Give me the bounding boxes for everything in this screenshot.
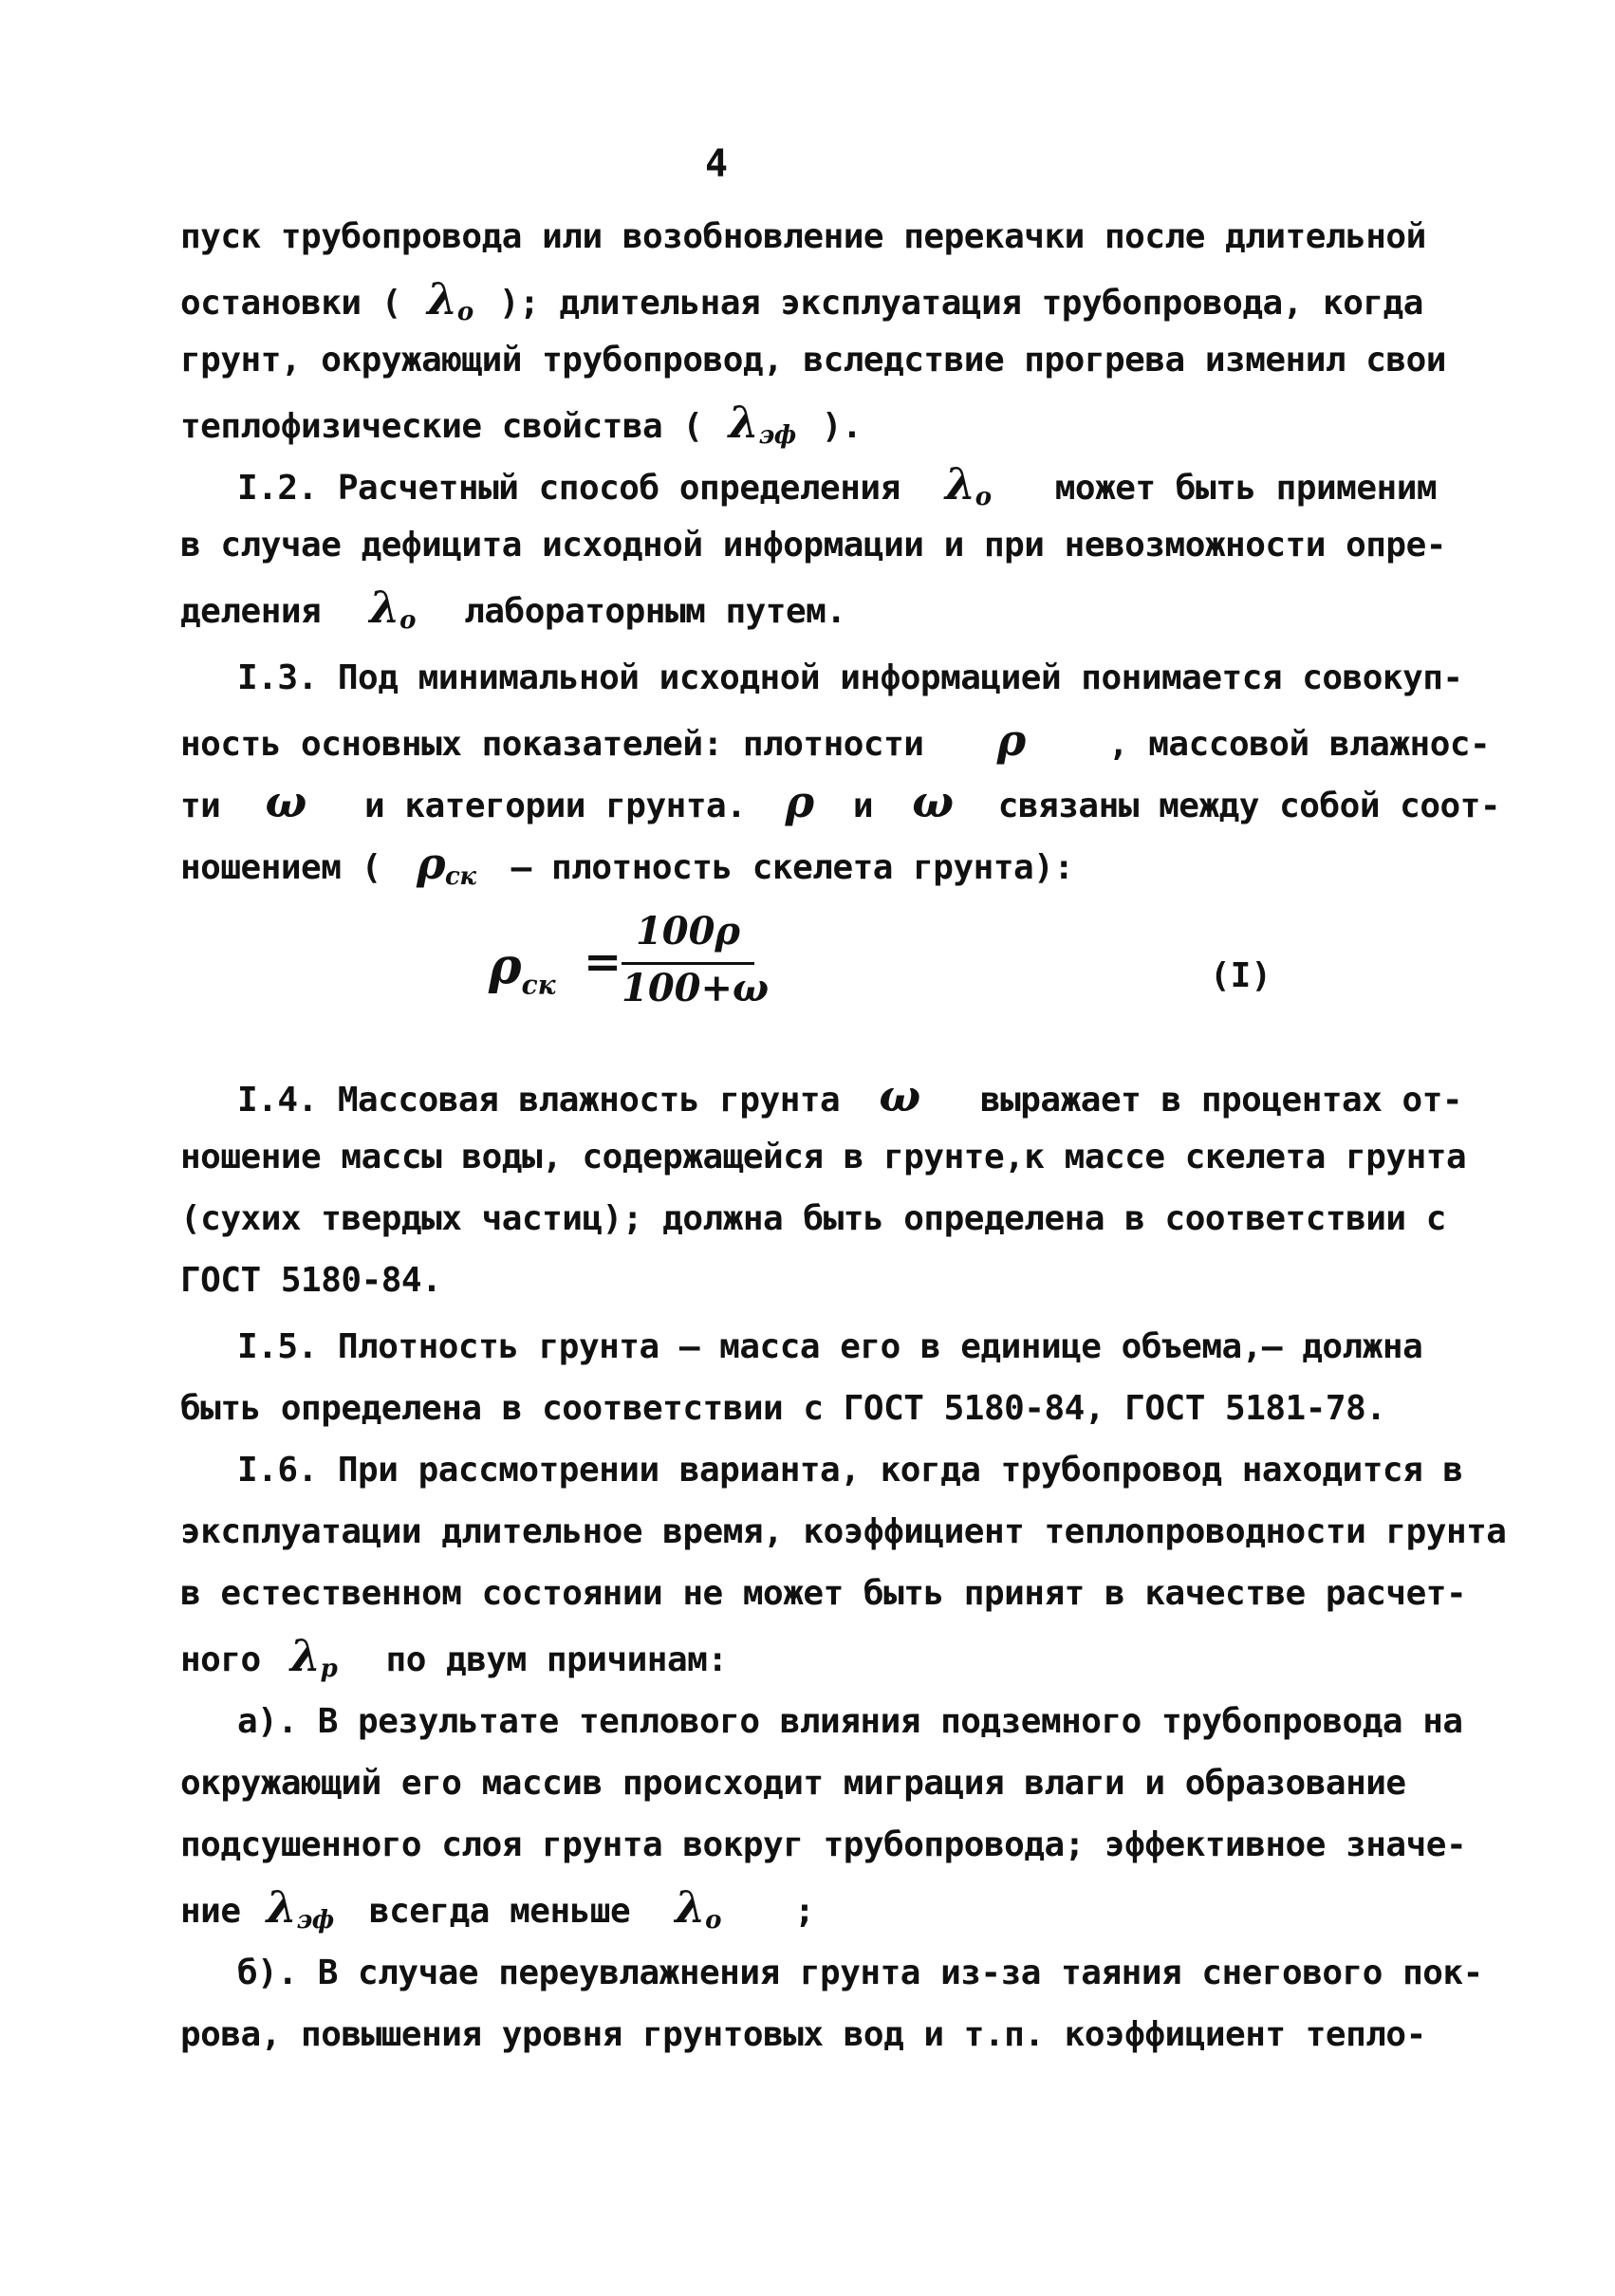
lambda-letter: λ — [944, 458, 975, 509]
paragraph-1-3 — [237, 650, 1509, 707]
line-text: подсушенного слоя грунта вокруг трубопровода; эффективное значе- — [180, 1825, 1467, 1864]
lambda-letter: λ — [728, 397, 759, 448]
lambda-letter: λ — [675, 1881, 706, 1933]
formula-numerator: 100ρ — [635, 909, 741, 954]
text-line — [180, 1755, 1452, 1812]
line-text: – плотность скелета грунта): — [510, 848, 1074, 887]
text-line — [180, 579, 1452, 636]
omega-symbol: ω — [265, 776, 306, 827]
line-text: ). — [821, 407, 863, 446]
lambda-subscript: o — [399, 606, 417, 635]
formula-equals: = — [584, 935, 622, 989]
lambda-p-symbol — [285, 1627, 343, 1697]
paragraph-1-4 — [237, 1067, 1509, 1124]
line-text: ); длительная эксплуатация трубопровода, когда — [498, 284, 1423, 323]
line-text: I.4. Массовая влажность грунта — [237, 1081, 841, 1120]
text-line — [180, 835, 1452, 892]
line-text: грунт, окружающий трубопровод, вследствие прогрева изменил свои — [180, 341, 1446, 380]
text-line — [180, 1817, 1467, 1874]
line-text: I.6. При рассмотрении варианта, когда трубопровод находится в — [237, 1451, 1463, 1490]
line-text: ношение массы воды, содержащейся в грунте,к массе скелета грунта — [180, 1138, 1467, 1176]
item-a — [237, 1694, 1509, 1750]
text-line — [180, 332, 1452, 389]
text-line — [180, 1129, 1467, 1186]
line-text: ного — [180, 1640, 261, 1679]
line-text: (сухих твердых частиц); должна быть определена в соответствии с — [180, 1199, 1446, 1238]
line-text: по двум причинам: — [385, 1640, 728, 1679]
rho-symbol: ρ — [996, 714, 1026, 766]
line-text: рова, повышения уровня грунтовых вод и т.п. коэффициент тепло- — [180, 2015, 1426, 2054]
lambda-0-symbol — [363, 579, 421, 649]
text-line — [180, 2007, 1452, 2064]
formula-denominator: 100+ω — [622, 966, 770, 1010]
lambda-letter: λ — [289, 1630, 321, 1681]
lambda-subscript: o — [456, 298, 473, 326]
line-text: I.2. Расчетный способ определения — [237, 469, 900, 508]
line-text: деления — [180, 592, 322, 631]
line-text: и категории грунта. — [364, 787, 747, 825]
line-text: I.3. Под минимальной исходной информацией понимается совокуп- — [237, 658, 1463, 697]
line-text: ; — [794, 1892, 815, 1931]
lambda-subscript: p — [320, 1655, 338, 1683]
text-line — [180, 773, 1501, 830]
lambda-0-symbol — [421, 270, 479, 341]
lambda-0-symbol — [669, 1879, 727, 1949]
line-text: ность основных показателей: плотности — [180, 725, 924, 764]
lambda-letter: λ — [266, 1881, 297, 1933]
lambda-subscript: эф — [758, 421, 796, 450]
line-text: I.5. Плотность грунта – масса его в единице объема,– должна — [237, 1327, 1423, 1366]
line-text: выражает в процентах от- — [979, 1081, 1463, 1120]
text-line — [180, 1565, 1467, 1622]
paragraph-1-5 — [237, 1319, 1509, 1376]
text-line — [180, 394, 1452, 451]
line-text: лабораторным путем. — [464, 592, 846, 631]
formula-lhs-letter: ρ — [489, 937, 522, 995]
rho-subscript: ск — [445, 862, 476, 891]
lambda-0-symbol — [939, 455, 997, 526]
line-text: ношением ( — [180, 848, 381, 887]
lambda-letter: λ — [427, 273, 457, 324]
text-line — [180, 1252, 1452, 1309]
line-text: в случае дефицита исходной информации и при невозможности опре- — [180, 526, 1446, 565]
paragraph-1-2 — [237, 455, 1509, 512]
formula-1 — [489, 909, 773, 1023]
page-number: 4 — [704, 142, 729, 186]
text-line — [180, 712, 1491, 768]
formula-lhs-subscript: ск — [521, 969, 556, 1001]
paragraph-1-6 — [237, 1442, 1509, 1499]
text-line — [180, 1879, 1452, 1935]
line-text: остановки ( — [180, 284, 401, 323]
text-line — [180, 1191, 1452, 1248]
text-line — [180, 1380, 1452, 1437]
line-text: связаны между собой соот- — [997, 787, 1501, 825]
lambda-letter: λ — [369, 582, 400, 633]
line-text: , массовой влажнос- — [1107, 725, 1491, 764]
text-line — [180, 209, 1452, 266]
formula-number: (I) — [1210, 956, 1272, 995]
rho-sk-symbol — [411, 835, 482, 905]
line-text: ти — [180, 787, 221, 825]
line-text: ние — [180, 1892, 241, 1931]
lambda-subscript: эф — [296, 1906, 334, 1935]
item-b — [237, 1945, 1509, 2002]
rho-letter: ρ — [416, 838, 446, 889]
omega-symbol: ω — [879, 1070, 920, 1121]
text-line — [180, 517, 1452, 574]
text-line — [180, 1504, 1507, 1561]
lambda-subscript: o — [975, 483, 992, 511]
line-text: б). В случае переувлажнения грунта из-за таяния снегового пок- — [237, 1953, 1483, 1992]
line-text: а). В результате теплового влияния подземного трубопровода на — [237, 1702, 1463, 1741]
line-text: всегда меньше — [368, 1892, 631, 1931]
rho-symbol: ρ — [785, 776, 814, 827]
text-line — [180, 1627, 1452, 1684]
line-text: ГОСТ 5180-84. — [180, 1261, 442, 1300]
text-line — [180, 270, 1452, 327]
line-text: в естественном состоянии не может быть принят в качестве расчет- — [180, 1574, 1467, 1613]
omega-symbol: ω — [912, 776, 954, 827]
formula-fraction-bar — [622, 962, 754, 965]
line-text: быть определена в соответствии с ГОСТ 5180-84, ГОСТ 5181-78. — [180, 1389, 1386, 1428]
line-text: и — [852, 787, 874, 825]
line-text: теплофизические свойства ( — [180, 407, 703, 446]
lambda-ef-symbol — [723, 394, 802, 464]
line-text: окружающий его массив происходит миграция влаги и образование — [180, 1764, 1406, 1803]
lambda-ef-symbol — [261, 1879, 340, 1949]
lambda-subscript: o — [705, 1906, 721, 1935]
line-text: пуск трубопровода или возобновление перекачки после длительной — [180, 217, 1426, 256]
line-text: может быть применим — [1054, 469, 1438, 508]
line-text: эксплуатации длительное время, коэффициент теплопроводности грунта — [180, 1512, 1507, 1551]
formula-lhs — [489, 937, 556, 1000]
